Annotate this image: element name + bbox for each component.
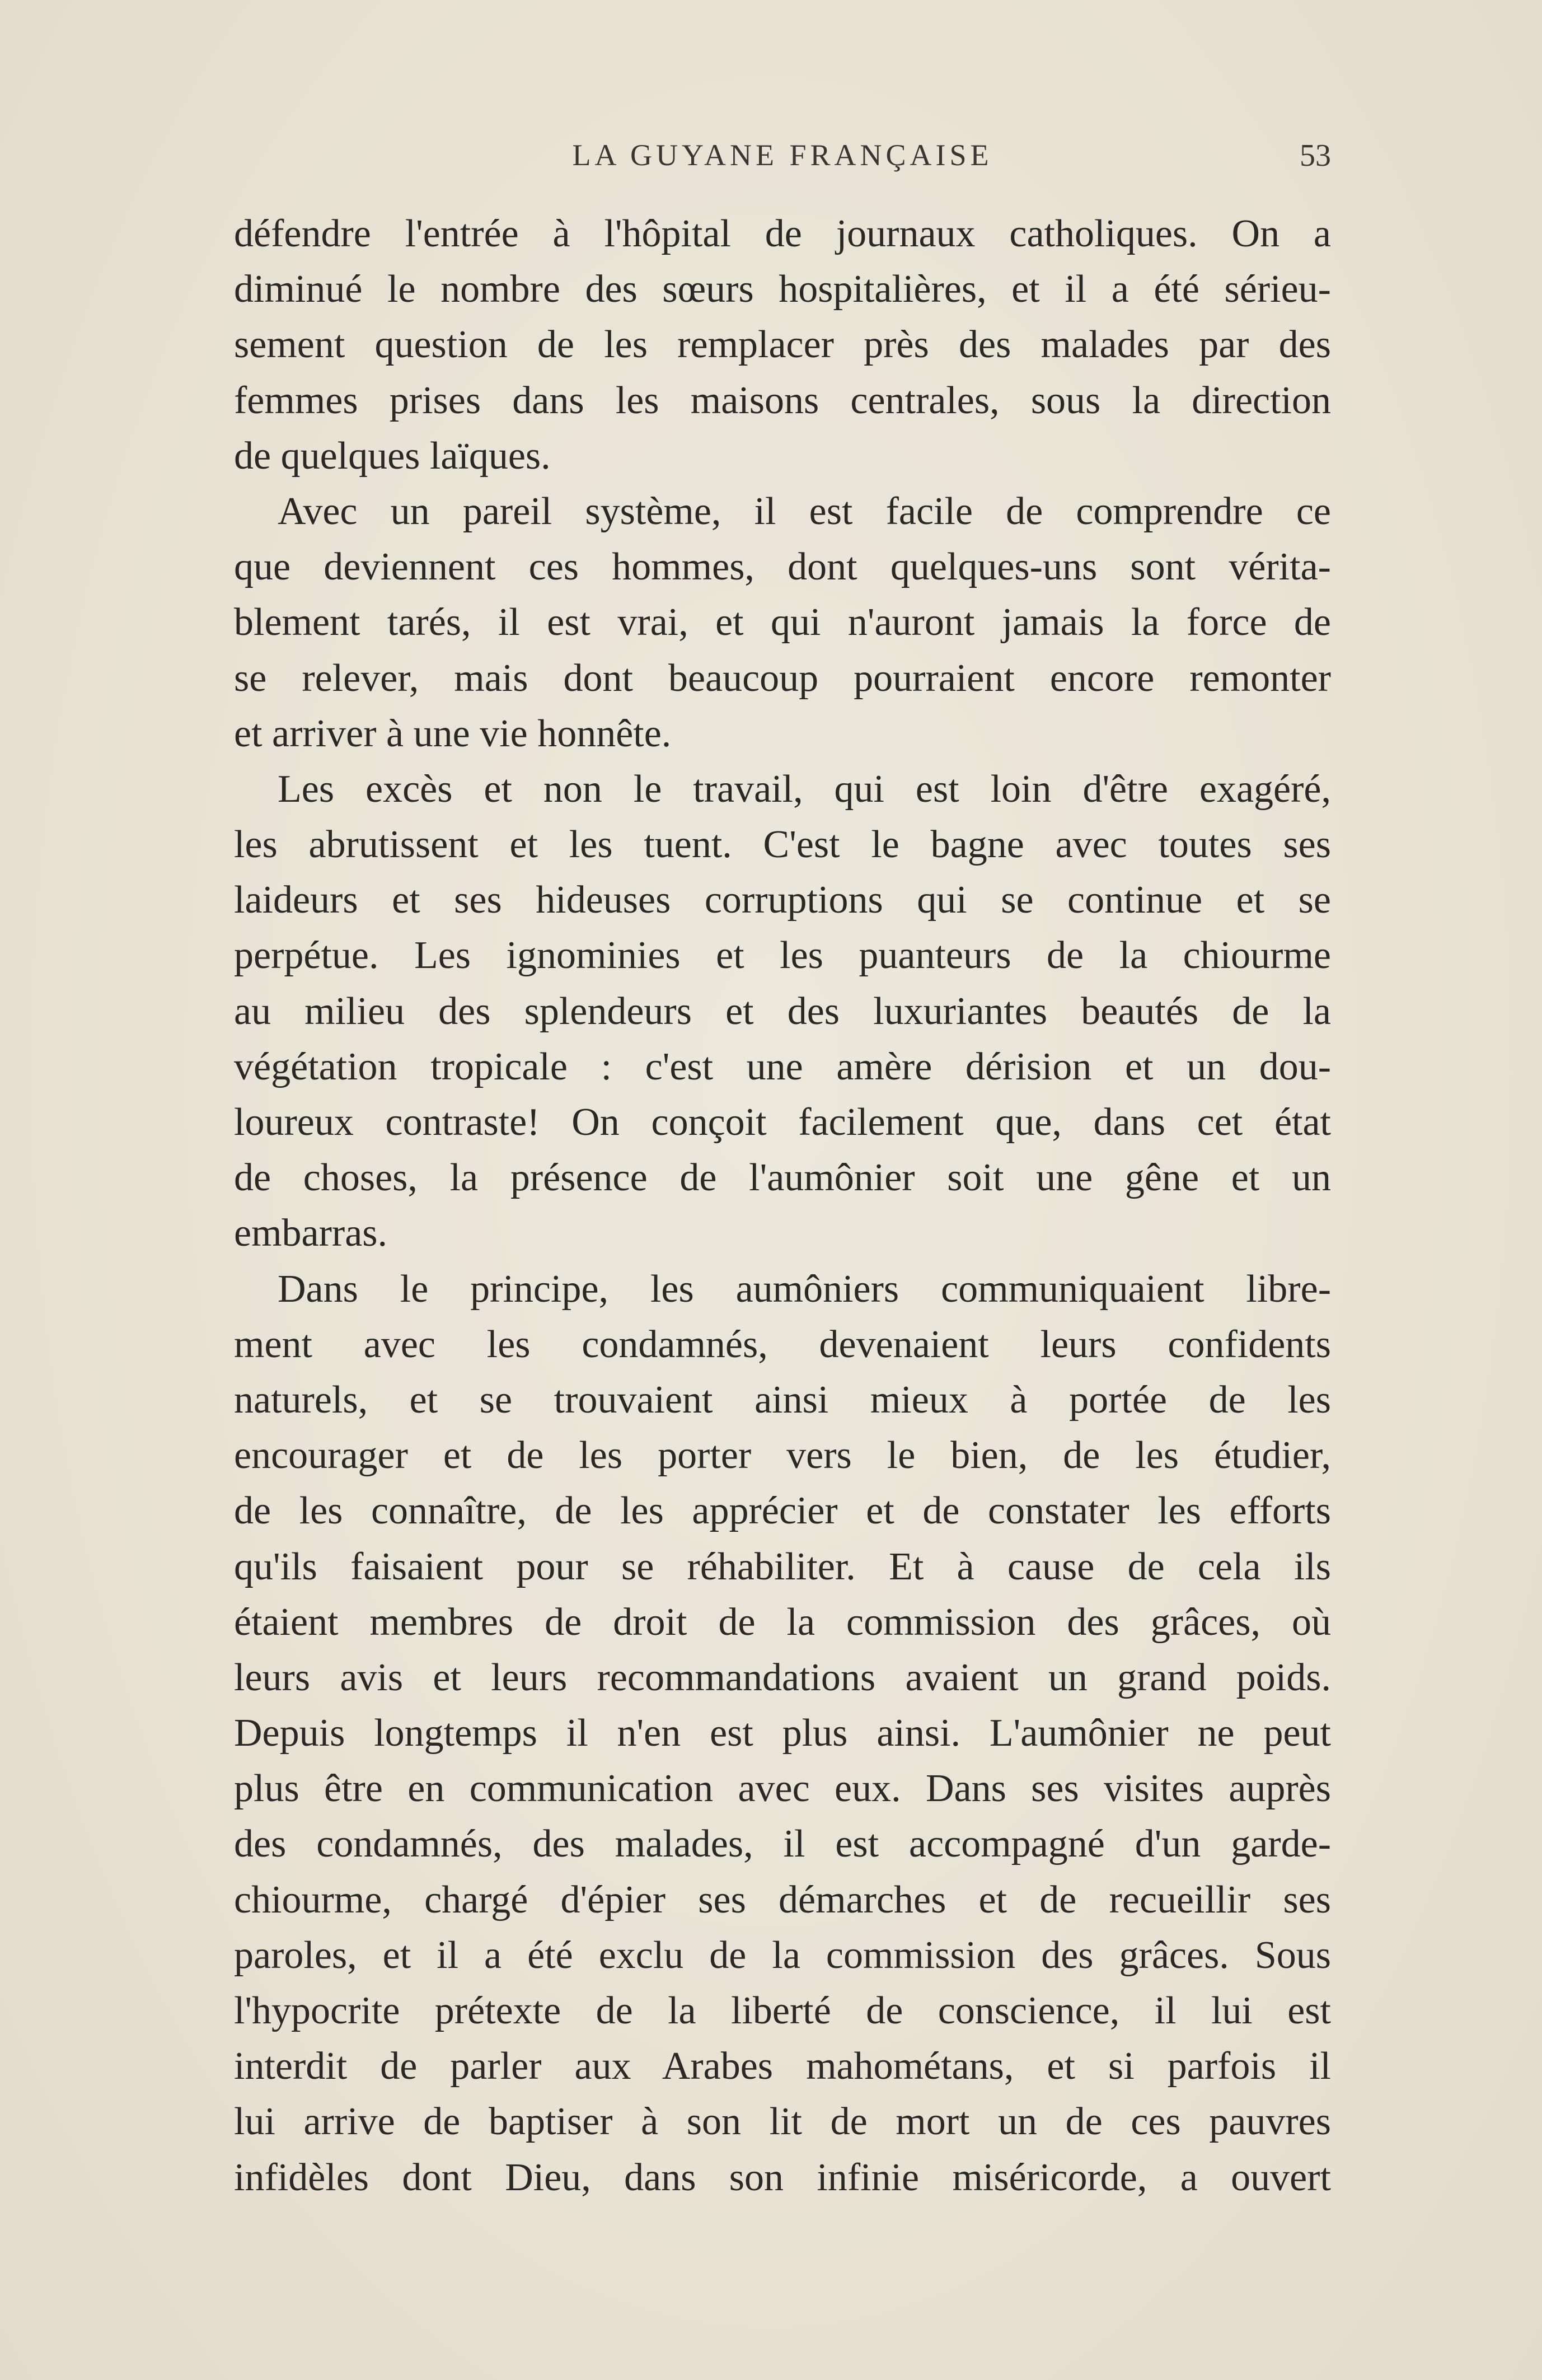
text-line: Depuis longtemps il n'en est plus ainsi. L'aumônier ne peut — [234, 1712, 1331, 1755]
text-line: qu'ils faisaient pour se réhabiliter. Et à cause de cela ils — [234, 1545, 1331, 1588]
text-line: Avec un pareil système, il est facile de comprendre ce — [278, 489, 1331, 533]
running-title: LA GUYANE FRANÇAISE — [572, 138, 993, 172]
text-line: étaient membres de droit de la commission des grâces, où — [234, 1600, 1331, 1644]
text-line: de choses, la présence de l'aumônier soit une gêne et un — [234, 1156, 1331, 1200]
text-line: et arriver à une vie honnête. — [234, 712, 672, 755]
text-line: végétation tropicale : c'est une amère dérision et un dou- — [234, 1045, 1331, 1088]
text-line: blement tarés, il est vrai, et qui n'auront jamais la force de — [234, 601, 1331, 644]
text-line: Les excès et non le travail, qui est loin d'être exagéré, — [278, 767, 1331, 811]
running-head — [234, 132, 1331, 183]
text-line: leurs avis et leurs recommandations avaient un grand poids. — [234, 1656, 1331, 1699]
text-line: les abrutissent et les tuent. C'est le bagne avec toutes ses — [234, 823, 1331, 867]
text-line: défendre l'entrée à l'hôpital de journaux catholiques. On a — [234, 212, 1331, 255]
text-line: sement question de les remplacer près des malades par des — [234, 323, 1331, 367]
text-line: au milieu des splendeurs et des luxuriantes beautés de la — [234, 989, 1331, 1033]
text-line: infidèles dont Dieu, dans son infinie miséricorde, a ouvert — [234, 2155, 1331, 2199]
text-line: des condamnés, des malades, il est accompagné d'un garde- — [234, 1822, 1331, 1866]
text-line: de les connaître, de les apprécier et de constater les efforts — [234, 1489, 1331, 1533]
text-line: Dans le principe, les aumôniers communiquaient libre- — [278, 1267, 1331, 1311]
text-line: chiourme, chargé d'épier ses démarches et de recueillir ses — [234, 1878, 1331, 1921]
text-line: ment avec les condamnés, devenaient leurs confidents — [234, 1322, 1331, 1366]
text-line: laideurs et ses hideuses corruptions qui se continue et se — [234, 878, 1331, 922]
text-line: embarras. — [234, 1212, 388, 1255]
page-number: 53 — [1300, 138, 1331, 173]
text-line: lui arrive de baptiser à son lit de mort un de ces pauvres — [234, 2100, 1331, 2144]
text-line: de quelques laïques. — [234, 434, 551, 478]
text-line: que deviennent ces hommes, dont quelques-uns sont vérita- — [234, 545, 1331, 589]
text-line: se relever, mais dont beaucoup pourraient encore remonter — [234, 656, 1331, 700]
text-line: loureux contraste! On conçoit facilement que, dans cet état — [234, 1101, 1331, 1144]
text-line: perpétue. Les ignominies et les puanteurs de la chiourme — [234, 934, 1331, 978]
text-line: paroles, et il a été exclu de la commission des grâces. Sous — [234, 1933, 1331, 1977]
text-line: encourager et de les porter vers le bien, de les étudier, — [234, 1434, 1331, 1477]
text-line: plus être en communication avec eux. Dans ses visites auprès — [234, 1767, 1331, 1811]
text-line: femmes prises dans les maisons centrales, sous la direction — [234, 378, 1331, 422]
text-line: interdit de parler aux Arabes mahométans, et si parfois il — [234, 2045, 1331, 2088]
text-line: naturels, et se trouvaient ainsi mieux à portée de les — [234, 1378, 1331, 1422]
text-line: l'hypocrite prétexte de la liberté de conscience, il lui est — [234, 1989, 1331, 2032]
text-line: diminué le nombre des sœurs hospitalières, et il a été sérieu- — [234, 268, 1331, 311]
body-text — [234, 206, 1331, 2205]
